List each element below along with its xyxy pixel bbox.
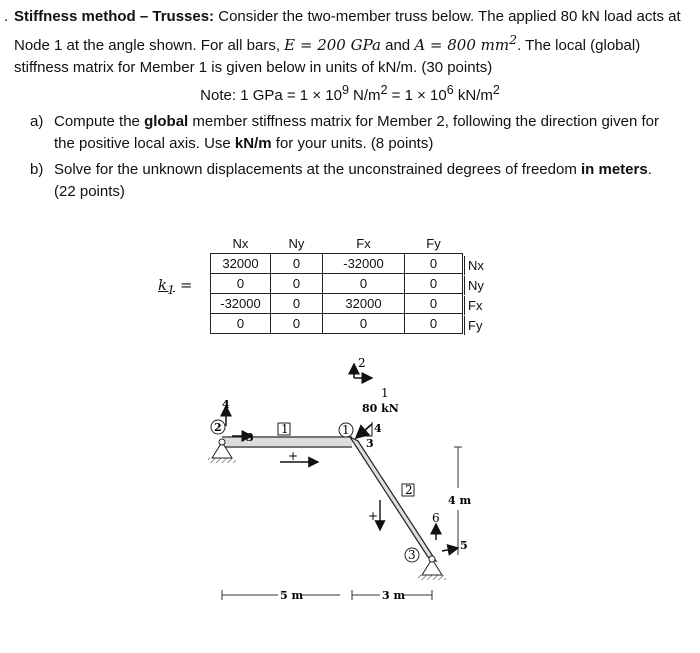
matrix-col-header: Ny: [288, 236, 305, 251]
node-2-label: 2: [214, 421, 222, 434]
bullet-marker: .: [4, 8, 9, 25]
matrix-cell: 0: [271, 274, 323, 294]
matrix-label-k1: $k_1$ =: [158, 276, 193, 297]
matrix-cell: 0: [271, 314, 323, 334]
matrix-cell: 32000: [211, 254, 271, 274]
matrix-cell: 0: [211, 314, 271, 334]
problem-title: Stiffness method – Trusses:: [14, 8, 215, 25]
member-2-label: 2: [405, 483, 413, 497]
load-label: 80 kN: [362, 402, 399, 415]
matrix-cell: 32000: [323, 294, 405, 314]
member-2-local-axis-sign: +: [368, 509, 379, 523]
matrix-cell: 0: [405, 314, 463, 334]
dof-2-label: 2: [358, 356, 366, 370]
matrix-row-header: Ny: [464, 276, 484, 295]
node-1-label: 1: [342, 423, 350, 437]
matrix-cell: 0: [405, 294, 463, 314]
pin-support-node-3: [418, 556, 446, 580]
matrix-row-header: Nx: [464, 256, 484, 275]
matrix-col-header: Nx: [232, 236, 249, 251]
node-3-label: 3: [408, 548, 416, 562]
member-1-label: 1: [281, 422, 289, 436]
matrix-cell: 0: [271, 294, 323, 314]
dof-1-label: 1: [381, 386, 389, 400]
member-2-bar: [350, 437, 436, 561]
area-A: A = 800 mm: [414, 35, 510, 54]
dof-6-label: 6: [432, 511, 440, 525]
dof-3-label: 3: [246, 431, 254, 444]
dof-5-arrow: [442, 548, 458, 551]
question-b: b) Solve for the unknown displacements at the unconstrained degrees of freedom in meters. (22 points): [30, 161, 652, 200]
slope-ratio-3: 3: [366, 437, 374, 450]
question-a-label: a): [30, 113, 44, 130]
intro-line-3: stiffness matrix for Member 1 is given below in units of kN/m. (30 points): [14, 59, 493, 76]
dof-4-label: 4: [222, 398, 230, 411]
member-1-bar: [222, 437, 352, 447]
matrix-row-header: Fy: [464, 316, 482, 335]
modulus-E: E = 200 GPa: [284, 35, 381, 54]
question-a: a) Compute the global member stiffness matrix for Member 2, following the direction given for the positive local axis. Use kN/m for your units. (8 points): [30, 113, 659, 152]
member-1-local-axis-sign: +: [288, 449, 299, 463]
matrix-cell: 0: [323, 314, 405, 334]
matrix-cell: -32000: [211, 294, 271, 314]
intro-line-1: Stiffness method – Trusses: Consider the two-member truss below. The applied 80 kN load acts at: [14, 8, 681, 25]
matrix-row-header: Fx: [464, 296, 482, 315]
unit-note: Note: 1 GPa = $1 \times 10^9$ $N/m^2 = 1 \times 10^6$ $kN/m^2$: [200, 83, 500, 104]
matrix-cell: 0: [405, 254, 463, 274]
matrix-cell: 0: [323, 274, 405, 294]
matrix-col-header: Fy: [426, 236, 441, 251]
matrix-cell: 0: [405, 274, 463, 294]
dim-3m-label: 3 m: [382, 589, 406, 602]
matrix-cell: 0: [271, 254, 323, 274]
question-b-label: b): [30, 161, 44, 178]
dof-5-label: 5: [460, 539, 468, 552]
intro-line-2: Node 1 at the angle shown. For all bars, E = 200 GPa and A = 800 $mm^2$. The local (global): [14, 31, 641, 54]
matrix-cell: 0: [211, 274, 271, 294]
dim-5m-label: 5 m: [280, 589, 304, 602]
matrix-col-header: Fx: [356, 236, 371, 251]
dim-vertical-label: 4 m: [448, 494, 472, 507]
slope-ratio-4: 4: [374, 422, 382, 435]
matrix-cell: -32000: [323, 254, 405, 274]
